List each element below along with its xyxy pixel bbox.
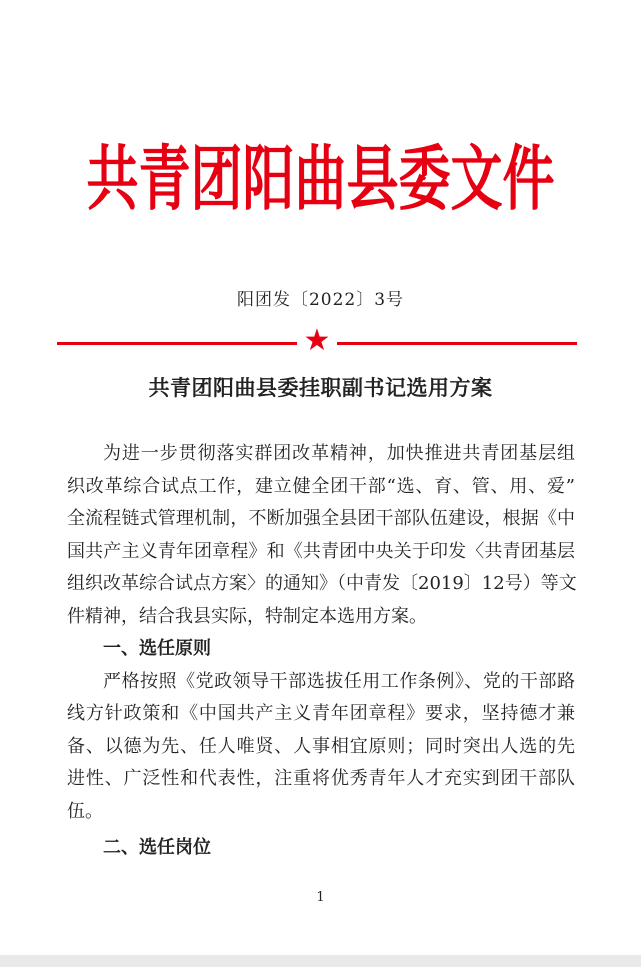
red-divider-right bbox=[337, 342, 577, 345]
document-masthead: 共青团阳曲县委文件 bbox=[86, 138, 555, 221]
paragraph-line: 全流程链式管理机制，不断加强全县团干部队伍建设，根据《中 bbox=[67, 508, 575, 529]
document-title: 共青团阳曲县委挂职副书记选用方案 bbox=[148, 375, 493, 400]
bottom-bar bbox=[0, 955, 641, 967]
paragraph-line: 件精神，结合我县实际，特制定本选用方案。 bbox=[67, 605, 427, 627]
section-heading: 二、选任岗位 bbox=[103, 837, 211, 858]
paragraph-line: 进性、广泛性和代表性，注重将优秀青年人才充实到团干部队 bbox=[67, 768, 575, 789]
paragraph-line: 为进一步贯彻落实群团改革精神，加快推进共青团基层组 bbox=[103, 443, 575, 464]
red-divider-left bbox=[57, 342, 297, 345]
paragraph-line: 备、以德为先、任人唯贤、人事相宜原则；同时突出人选的先 bbox=[67, 735, 575, 757]
paragraph-line: 组织改革综合试点方案〉的通知》（中青发〔2019〕12号）等文 bbox=[67, 573, 577, 594]
page-number: 1 bbox=[316, 890, 325, 905]
paragraph-line: 线方针政策和《中国共产主义青年团章程》要求，坚持德才兼 bbox=[67, 703, 575, 724]
document-number: 阳团发〔2022〕3号 bbox=[236, 290, 405, 310]
paragraph-line: 织改革综合试点工作，建立健全团干部“选、育、管、用、爱” bbox=[67, 475, 575, 497]
paragraph-line: 伍。 bbox=[67, 800, 103, 822]
star-icon: ★ bbox=[303, 323, 331, 358]
paragraph-line: 严格按照《党政领导干部选拔任用工作条例》、党的干部路 bbox=[103, 670, 575, 692]
paragraph-line: 国共产主义青年团章程》和《共青团中央关于印发〈共青团基层 bbox=[67, 540, 575, 562]
document-body bbox=[67, 438, 575, 865]
section-heading: 一、选任原则 bbox=[103, 638, 211, 659]
